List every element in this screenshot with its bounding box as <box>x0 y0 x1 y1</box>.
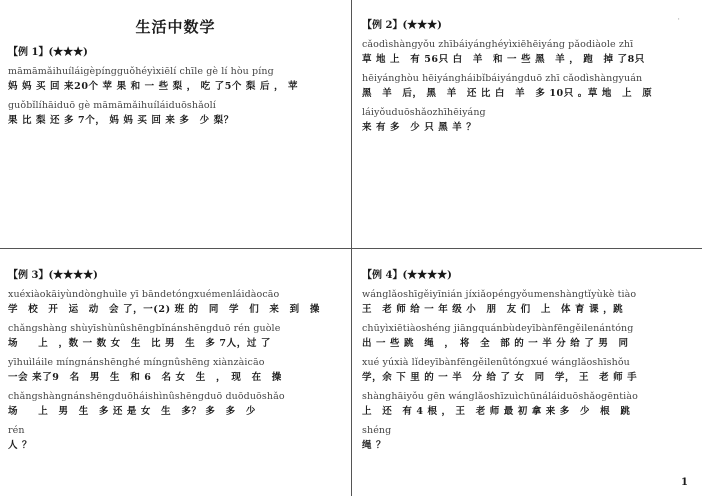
text-line <box>362 289 697 315</box>
pinyin-line: shànghāiyǒu gēn wánglǎoshīzuìchūnáláiduōshǎogēntiào <box>362 391 638 402</box>
example-4-panel <box>362 262 697 459</box>
hanzi-line: 黑 羊 后， 黑 羊 还 比 白 羊 多 10只 。草 地 上 原 <box>362 88 653 99</box>
hanzi-line: 出 一 些 跳 绳 ， 将 全 部 的 一 半 分 给 了 男 同 <box>362 338 629 349</box>
text-line <box>8 357 343 383</box>
text-line <box>8 66 343 92</box>
example-1-panel <box>8 12 343 134</box>
hanzi-line: 人 ？ <box>8 440 33 451</box>
pinyin-line: māmāmǎihuíláigèpíngguǒhéyìxiēlí chīle gè lí hòu píng <box>8 66 274 77</box>
text-line <box>8 425 343 451</box>
example-2-heading: 【例 2】(★★★) <box>362 20 442 31</box>
hanzi-line: 学，余 下 里 的 一 半 分 给 了 女 同 学， 王 老 师 手 <box>362 372 638 383</box>
example-3-panel <box>8 262 343 459</box>
hanzi-line: 妈 妈 买 回 来20个 苹 果 和 一 些 梨 ， 吃 了5个 梨 后 ， 苹 <box>8 81 299 92</box>
example-3-heading: 【例 3】(★★★★) <box>8 270 98 281</box>
hanzi-line: 王 老 师 给 一 年 级 小 朋 友 们 上 体 育 课 ，跳 <box>362 304 624 315</box>
pinyin-line: láiyǒuduōshǎozhīhēiyáng <box>362 107 486 118</box>
hanzi-line: 场 上 ，数 一 数 女 生 比 男 生 多 7人，过 了 <box>8 338 271 349</box>
pinyin-line: yīhuìláile míngnánshēnghé míngnǚshēng xiànzàicāo <box>8 357 265 368</box>
pinyin-line: hēiyánghòu hēiyángháibǐbáiyángduō zhī cǎodìshàngyuán <box>362 73 643 84</box>
hanzi-line: 果 比 梨 还 多 7个， 妈 妈 买 回 来 多 少 梨？ <box>8 115 234 126</box>
pinyin-line: shéng <box>362 425 392 436</box>
hanzi-line: 上 还 有 4 根 ， 王 老 师 最 初 拿 来 多 少 根 跳 <box>362 406 631 417</box>
page-number: 1 <box>681 477 688 488</box>
text-line <box>362 73 697 99</box>
horizontal-divider <box>0 248 702 249</box>
text-line <box>362 425 697 451</box>
text-line <box>8 100 343 126</box>
pinyin-line: chǎngshàngnánshēngduōháishìnǚshēngduō duōduōshǎo <box>8 391 285 402</box>
pinyin-line: xuéxiàokāiyùndònghuìle yī bāndetóngxuémenláidàocāo <box>8 289 280 300</box>
text-line <box>362 107 697 133</box>
hanzi-line: 场 上 男 生 多 还 是 女 生 多？ 多 多 少 <box>8 406 256 417</box>
pinyin-line: cǎodìshàngyǒu zhībáiyánghéyìxiēhēiyáng pǎodiàole zhī <box>362 39 634 50</box>
example-4-heading: 【例 4】(★★★★) <box>362 270 452 281</box>
hanzi-line: 一会 来了9 名 男 生 和 6 名 女 生 ， 现 在 操 <box>8 372 282 383</box>
pinyin-line: xué yúxià lǐdeyībànfēngěilenǚtóngxué wánglǎoshīshǒu <box>362 357 630 368</box>
example-2-panel <box>362 12 697 141</box>
hanzi-line: 学 校 开 运 动 会 了，一(2) 班 的 同 学 们 来 到 操 <box>8 304 320 315</box>
text-line <box>362 323 697 349</box>
pinyin-line: wánglǎoshīgěiyīnián jíxiǎopéngyǒumenshàngtǐyùkè tiào <box>362 289 637 300</box>
text-line <box>8 391 343 417</box>
pinyin-line: guǒbǐlíhāiduō gè māmāmǎihuíláiduōshǎolí <box>8 100 216 111</box>
example-1-heading: 【例 1】(★★★) <box>8 47 88 58</box>
hanzi-line: 来 有 多 少 只 黑 羊 ？ <box>362 122 477 133</box>
corner-mark: ' <box>678 18 680 25</box>
text-line <box>8 323 343 349</box>
text-line <box>362 39 697 65</box>
pinyin-line: chǎngshàng shùyīshùnǚshēngbǐnánshēngduō rén guòle <box>8 323 281 334</box>
pinyin-line: rén <box>8 425 25 436</box>
text-line <box>362 391 697 417</box>
page-title: 生活中数学 <box>135 18 216 36</box>
text-line <box>362 357 697 383</box>
hanzi-line: 绳 ？ <box>362 440 387 451</box>
pinyin-line: chūyìxiētiàoshéng jiāngquánbùdeyībànfēngěilenántóng <box>362 323 634 334</box>
text-line <box>8 289 343 315</box>
hanzi-line: 草 地 上 有 56只 白 羊 和 一 些 黑 羊 ， 跑 掉 了8只 <box>362 54 645 65</box>
